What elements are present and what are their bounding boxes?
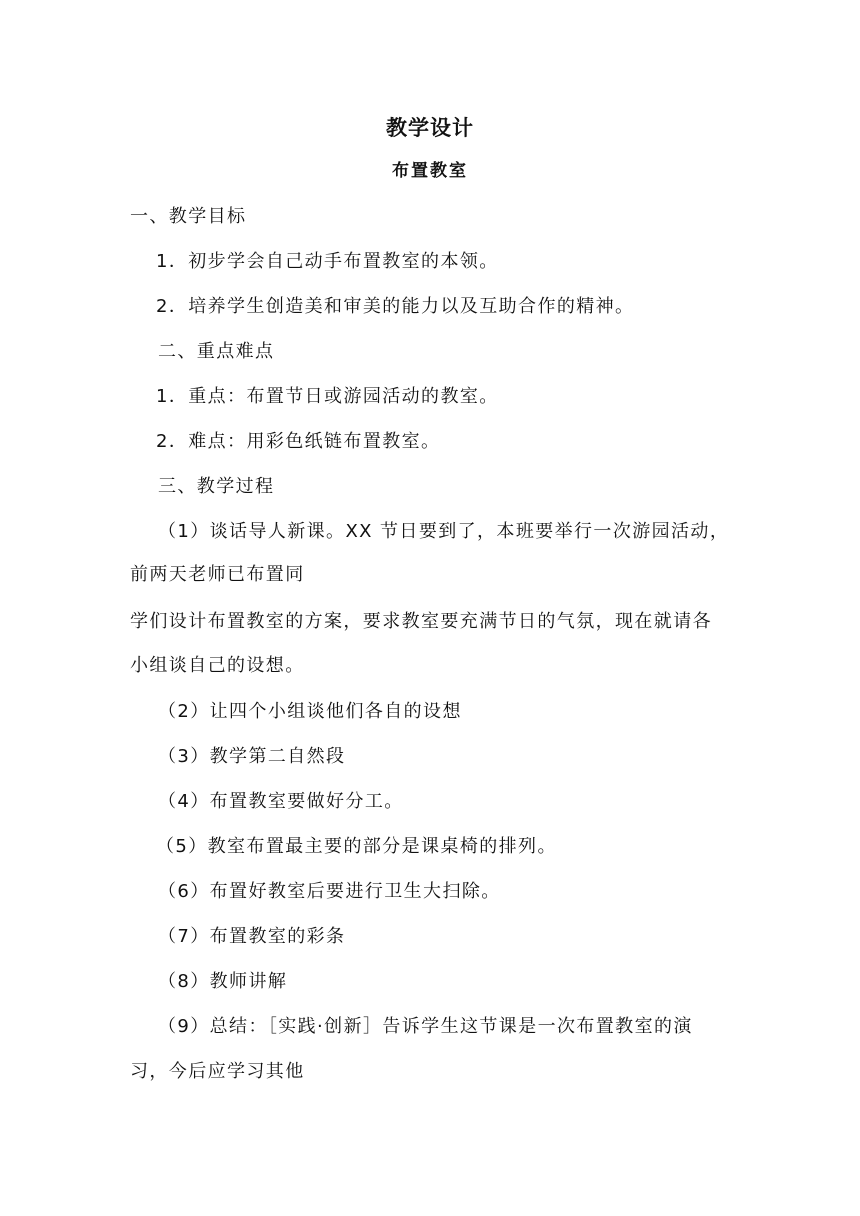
goal-item-2: 2．培养学生创造美和审美的能力以及互助合作的精神。	[156, 296, 635, 317]
document-title: 教学设计	[386, 116, 474, 140]
process-step-1-line-3: 学们设计布置教室的方案，要求教室要充满节日的气氛，现在就请各	[130, 611, 712, 632]
section-heading-goals: 一、教学目标	[130, 206, 247, 227]
key-point-item-1: 1．重点：布置节日或游园活动的教室。	[156, 386, 499, 407]
process-step-9-line-2: 习，今后应学习其他	[130, 1061, 305, 1082]
process-step-5: （5）教室布置最主要的部分是课桌椅的排列。	[156, 836, 557, 857]
key-point-item-2: 2．难点：用彩色纸链布置教室。	[156, 431, 441, 452]
process-step-1-line-2: 前两天老师已布置同	[130, 564, 305, 585]
process-step-1-line-1: （1）谈话导人新课。XX 节日要到了，本班要举行一次游园活动，	[158, 521, 730, 542]
process-step-6: （6）布置好教室后要进行卫生大扫除。	[158, 881, 501, 902]
process-step-8: （8）教师讲解	[158, 971, 288, 992]
goal-item-1: 1．初步学会自己动手布置教室的本领。	[156, 251, 499, 272]
process-step-2: （2）让四个小组谈他们各自的设想	[158, 701, 462, 722]
process-step-9-line-1: （9）总结：［实践·创新］告诉学生这节课是一次布置教室的演	[158, 1016, 693, 1037]
process-step-1-line-4: 小组谈自己的设想。	[130, 655, 305, 676]
process-step-3: （3）教学第二自然段	[158, 746, 346, 767]
document-subtitle: 布置教室	[392, 161, 468, 181]
process-step-4: （4）布置教室要做好分工。	[158, 791, 404, 812]
process-step-7: （7）布置教室的彩条	[158, 926, 346, 947]
section-heading-key-points: 二、重点难点	[158, 341, 275, 362]
section-heading-process: 三、教学过程	[158, 476, 275, 497]
